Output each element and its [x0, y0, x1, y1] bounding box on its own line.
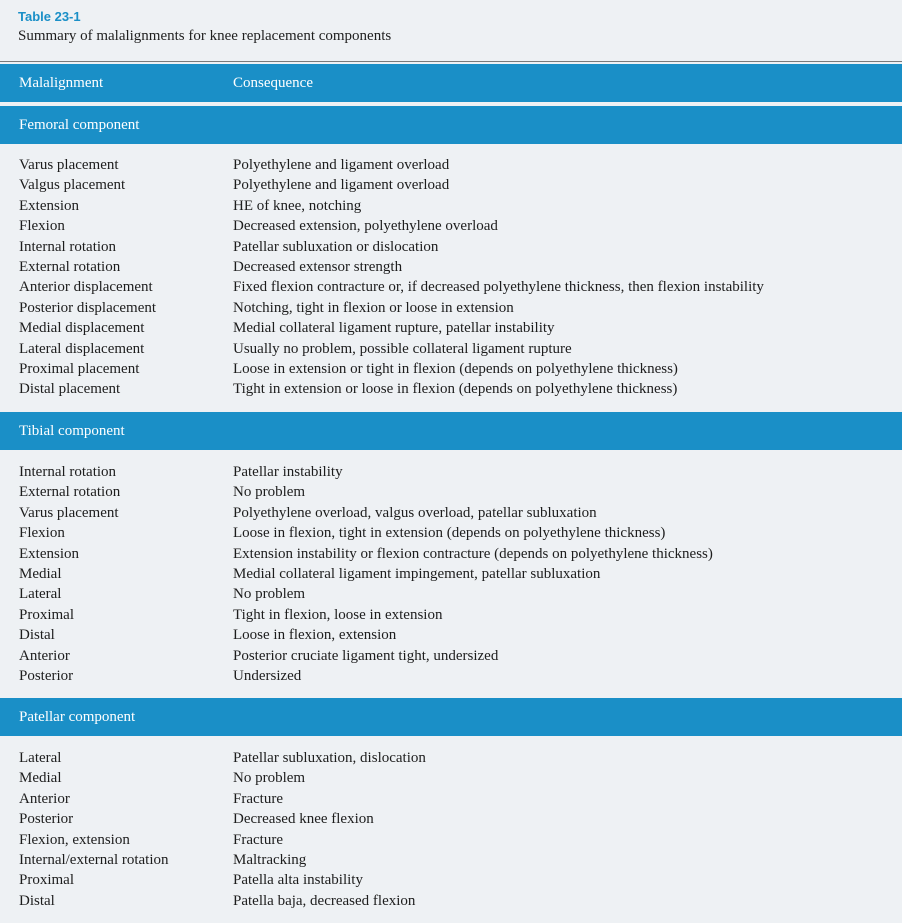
consequence-cell: Notching, tight in flexion or loose in extension	[233, 299, 514, 316]
table-row	[0, 870, 902, 890]
consequence-cell: Medial collateral ligament impingement, patellar subluxation	[233, 565, 601, 582]
table-row	[0, 318, 902, 338]
table-row	[0, 625, 902, 645]
table-row	[0, 503, 902, 523]
malalignment-cell: Proximal placement	[19, 360, 140, 377]
consequence-cell: Fracture	[233, 831, 283, 848]
column-header-consequence: Consequence	[233, 75, 313, 91]
section-rows-tibial	[0, 462, 902, 686]
consequence-cell: Patellar subluxation or dislocation	[233, 238, 439, 255]
malalignment-cell: Lateral	[19, 750, 62, 766]
malalignment-cell: Distal	[19, 627, 55, 644]
malalignment-cell: Lateral	[19, 586, 62, 603]
table-row	[0, 216, 902, 236]
table-row	[0, 809, 902, 829]
section-rows-patellar	[0, 748, 902, 911]
malalignment-cell: Posterior	[19, 811, 74, 828]
malalignment-cell: Extension	[19, 197, 79, 214]
malalignment-cell: Distal	[19, 892, 55, 909]
malalignment-cell: External rotation	[19, 258, 121, 275]
table-row	[0, 891, 902, 911]
consequence-cell: Loose in flexion, extension	[233, 627, 397, 644]
consequence-cell: Decreased extensor strength	[233, 258, 403, 275]
malalignment-cell: Extension	[19, 545, 79, 562]
consequence-cell: Undersized	[233, 667, 302, 684]
table-row	[0, 666, 902, 686]
malalignment-cell: Valgus placement	[19, 177, 126, 194]
table-row	[0, 257, 902, 277]
section-header-femoral	[0, 106, 902, 144]
consequence-cell: Fixed flexion contracture or, if decreased polyethylene thickness, then flexion instability	[233, 279, 764, 296]
table-row	[0, 298, 902, 318]
table-row	[0, 339, 902, 359]
table-row	[0, 789, 902, 809]
malalignment-cell: Anterior	[19, 790, 70, 807]
column-header-malalignment: Malalignment	[19, 75, 104, 91]
consequence-cell: Polyethylene and ligament overload	[233, 177, 450, 194]
consequence-cell: Loose in flexion, tight in extension (depends on polyethylene thickness)	[233, 525, 666, 542]
table-row	[0, 359, 902, 379]
table-row	[0, 277, 902, 297]
consequence-cell: No problem	[233, 484, 306, 501]
table-row	[0, 584, 902, 604]
section-title: Femoral component	[19, 117, 140, 133]
consequence-cell: Tight in extension or loose in flexion (depends on polyethylene thickness)	[233, 381, 678, 398]
table-row	[0, 830, 902, 850]
table-row	[0, 523, 902, 543]
consequence-cell: Tight in flexion, loose in extension	[233, 606, 443, 623]
consequence-cell: Posterior cruciate ligament tight, undersized	[233, 647, 499, 664]
consequence-cell: Extension instability or flexion contracture (depends on polyethylene thickness)	[233, 545, 713, 562]
malalignment-cell: Lateral displacement	[19, 340, 145, 357]
consequence-cell: Polyethylene overload, valgus overload, patellar subluxation	[233, 504, 597, 521]
consequence-cell: Patellar instability	[233, 464, 343, 480]
malalignment-cell: External rotation	[19, 484, 121, 501]
consequence-cell: Patella baja, decreased flexion	[233, 892, 416, 909]
section-title: Tibial component	[19, 423, 125, 439]
malalignment-cell: Proximal	[19, 606, 74, 623]
consequence-cell: Usually no problem, possible collateral ligament rupture	[233, 340, 572, 357]
consequence-cell: Medial collateral ligament rupture, patellar instability	[233, 320, 555, 337]
table-row	[0, 462, 902, 482]
consequence-cell: HE of knee, notching	[233, 197, 362, 214]
malalignment-cell: Flexion, extension	[19, 831, 130, 848]
malalignment-cell: Flexion	[19, 218, 65, 235]
section-title: Patellar component	[19, 709, 136, 725]
malalignment-cell: Posterior displacement	[19, 299, 157, 316]
top-rule	[0, 61, 902, 62]
malalignment-cell: Internal rotation	[19, 464, 117, 480]
consequence-cell: Decreased knee flexion	[233, 811, 374, 828]
malalignment-cell: Distal placement	[19, 381, 121, 398]
table-row	[0, 544, 902, 564]
table-row	[0, 155, 902, 175]
malalignment-cell: Flexion	[19, 525, 65, 542]
malalignment-cell: Internal/external rotation	[19, 851, 169, 868]
table-row	[0, 564, 902, 584]
malalignment-cell: Anterior displacement	[19, 279, 153, 296]
consequence-cell: Polyethylene and ligament overload	[233, 157, 450, 173]
consequence-cell: No problem	[233, 770, 306, 787]
malalignment-cell: Proximal	[19, 872, 74, 889]
section-header-tibial	[0, 412, 902, 450]
consequence-cell: Patella alta instability	[233, 872, 363, 889]
table-number: Table 23-1	[18, 9, 81, 24]
malalignment-cell: Anterior	[19, 647, 70, 664]
table-row	[0, 646, 902, 666]
consequence-cell: Patellar subluxation, dislocation	[233, 750, 426, 766]
table-row	[0, 850, 902, 870]
consequence-cell: Fracture	[233, 790, 283, 807]
malalignment-cell: Varus placement	[19, 504, 119, 521]
malalignment-cell: Medial displacement	[19, 320, 145, 337]
table-row	[0, 175, 902, 195]
table-title: Summary of malalignments for knee replacement components	[18, 28, 392, 44]
table-row	[0, 605, 902, 625]
table-row	[0, 768, 902, 788]
table-row	[0, 482, 902, 502]
table-row	[0, 748, 902, 768]
consequence-cell: No problem	[233, 586, 306, 603]
table-row	[0, 196, 902, 216]
table-row	[0, 237, 902, 257]
malalignment-cell: Posterior	[19, 667, 74, 684]
section-rows-femoral	[0, 155, 902, 400]
consequence-cell: Maltracking	[233, 851, 307, 868]
consequence-cell: Loose in extension or tight in flexion (depends on polyethylene thickness)	[233, 360, 678, 377]
section-header-patellar	[0, 698, 902, 736]
malalignment-cell: Internal rotation	[19, 238, 117, 255]
table-caption	[18, 9, 391, 47]
malalignment-cell: Medial	[19, 770, 62, 787]
column-header-row	[0, 64, 902, 102]
malalignment-cell: Varus placement	[19, 157, 119, 173]
malalignment-cell: Medial	[19, 565, 62, 582]
table-row	[0, 379, 902, 399]
consequence-cell: Decreased extension, polyethylene overload	[233, 218, 498, 235]
